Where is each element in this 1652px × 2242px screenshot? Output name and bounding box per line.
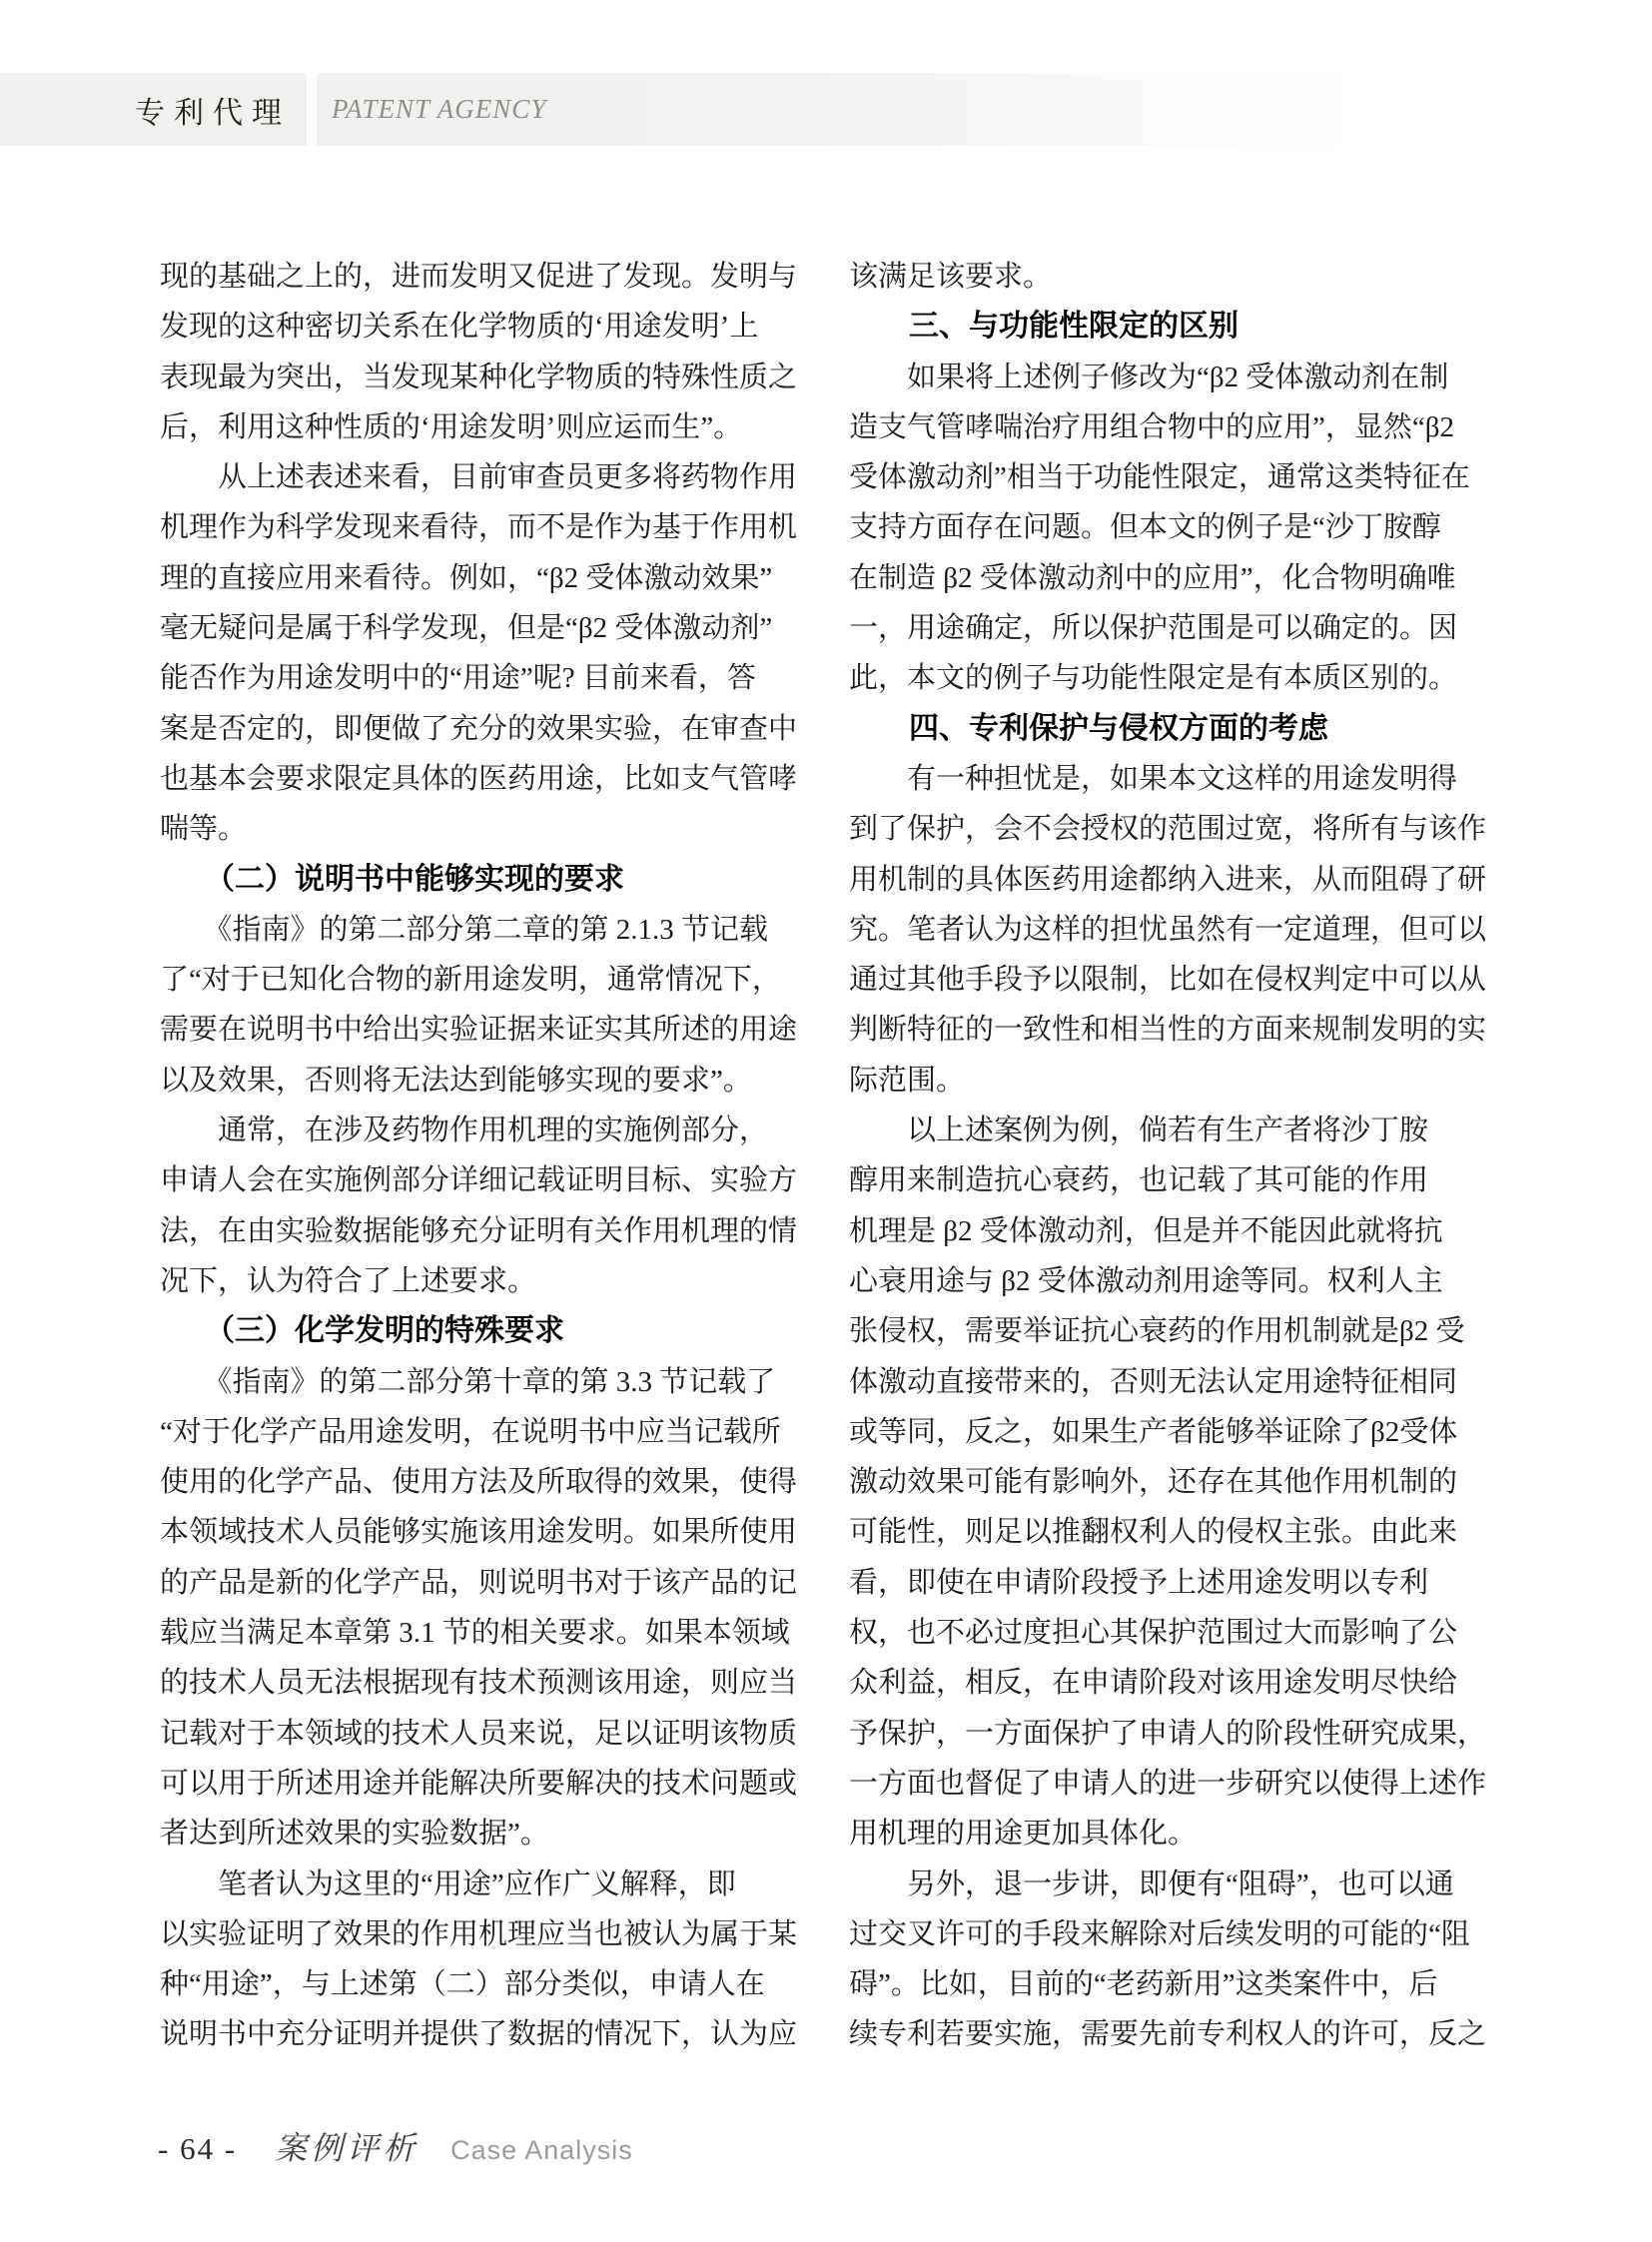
text-line: 通过其他手段予以限制，比如在侵权判定中可以从	[849, 964, 1487, 997]
text-line: 使用的化学产品、使用方法及所取得的效果，使得	[160, 1466, 798, 1499]
text-line: 发现的这种密切关系在化学物质的‘用途发明’上	[160, 311, 759, 344]
text-line: 造支气管哮喘治疗用组合物中的应用”，显然“β2	[849, 410, 1454, 443]
section-heading: （二）说明书中能够实现的要求	[160, 862, 624, 896]
text-line: 究。笔者认为这样的担忧虽然有一定道理，但可以	[849, 913, 1487, 946]
text-line: 判断特征的一致性和相当性的方面来规制发明的实	[849, 1014, 1487, 1047]
text-line: 用机理的用途更加具体化。	[849, 1818, 1198, 1851]
text-line: 际范围。	[849, 1064, 966, 1097]
text-line: 权，也不必过度担心其保护范围过大而影响了公	[849, 1617, 1458, 1650]
text-line: 说明书中充分证明并提供了数据的情况下，认为应	[160, 2018, 798, 2051]
text-line: 张侵权，需要举证抗心衰药的作用机制就是β2 受	[849, 1315, 1465, 1348]
text-line: 况下，认为符合了上述要求。	[160, 1264, 537, 1297]
section-heading: 四、专利保护与侵权方面的考虑	[849, 711, 1328, 745]
text-line: 记载对于本领域的技术人员来说，足以证明该物质	[160, 1717, 798, 1750]
text-line: 案是否定的，即便做了充分的效果实验，在审查中	[160, 712, 798, 745]
text-line: 理的直接应用来看待。例如，“β2 受体激动效果”	[160, 561, 773, 594]
text-line: “对于化学产品用途发明，在说明书中应当记载所	[160, 1415, 781, 1448]
footer	[158, 2123, 633, 2169]
text-line: 碍”。比如，目前的“老药新用”这类案件中，后	[849, 1968, 1438, 2001]
text-line: 从上述表述来看，目前审查员更多将药物作用	[160, 461, 798, 494]
text-line: 机理是 β2 受体激动剂，但是并不能因此就将抗	[849, 1214, 1443, 1247]
text-line: 申请人会在实施例部分详细记载证明目标、实验方	[160, 1164, 798, 1197]
text-line: 此，本文的例子与功能性限定是有本质区别的。	[849, 662, 1458, 695]
text-line: 能否作为用途发明中的“用途”呢? 目前来看，答	[160, 662, 756, 695]
text-line: 众利益，相反，在申请阶段对该用途发明尽快给	[849, 1667, 1458, 1700]
footer-section-title-cn: 案例评析	[275, 2130, 419, 2166]
text-line: 通常，在涉及药物作用机理的实施例部分，	[160, 1115, 769, 1147]
text-line: 或等同，反之，如果生产者能够举证除了β2受体	[849, 1415, 1458, 1448]
text-line: 在制造 β2 受体激动剂中的应用”，化合物明确唯	[849, 561, 1456, 594]
section-heading: 三、与功能性限定的区别	[849, 310, 1239, 344]
text-line: 看，即使在申请阶段授予上述用途发明以专利	[849, 1566, 1429, 1599]
page-number: - 64 -	[158, 2131, 238, 2166]
section-heading: （三）化学发明的特殊要求	[160, 1314, 564, 1348]
text-line: 续专利若要实施，需要先前专利权人的许可，反之	[849, 2018, 1487, 2051]
text-line: 了“对于已知化合物的新用途发明，通常情况下，	[160, 964, 781, 997]
text-line: 可能性，则足以推翻权利人的侵权主张。由此来	[849, 1516, 1458, 1549]
text-line: 需要在说明书中给出实验证据来证实其所述的用途	[160, 1014, 798, 1047]
text-line: 的产品是新的化学产品，则说明书对于该产品的记	[160, 1566, 798, 1599]
text-line: 种“用途”，与上述第（二）部分类似，申请人在	[160, 1968, 765, 2001]
text-line: 表现最为突出，当发现某种化学物质的特殊性质之	[160, 361, 798, 393]
text-line: 醇用来制造抗心衰药，也记载了其可能的作用	[849, 1164, 1429, 1197]
text-line: 毫无疑问是属于科学发现，但是“β2 受体激动剂”	[160, 612, 773, 645]
header-band-right	[317, 73, 1652, 146]
text-line: 过交叉许可的手段来解除对后续发明的可能的“阻	[849, 1917, 1470, 1950]
text-column-right	[849, 252, 1496, 2060]
text-line: 机理作为科学发现来看待，而不是作为基于作用机	[160, 511, 798, 544]
text-line: 有一种担忧是，如果本文这样的用途发明得	[849, 762, 1458, 795]
footer-section-title-en: Case Analysis	[450, 2135, 633, 2165]
text-line: 现的基础之上的，进而发明又促进了发现。发明与	[160, 261, 798, 293]
text-line: 以上述案例为例，倘若有生产者将沙丁胺	[849, 1115, 1429, 1147]
header-band-left	[0, 73, 307, 146]
text-line: 可以用于所述用途并能解决所要解决的技术问题或	[160, 1767, 798, 1800]
text-line: 以实验证明了效果的作用机理应当也被认为属于某	[160, 1917, 798, 1950]
text-line: 也基本会要求限定具体的医药用途，比如支气管哮	[160, 762, 798, 795]
text-line: 法，在由实验数据能够充分证明有关作用机理的情	[160, 1214, 798, 1247]
text-line: 后，利用这种性质的‘用途发明’则应运而生”。	[160, 410, 743, 443]
page-subtitle: PATENT AGENCY	[332, 94, 547, 124]
text-line: 者达到所述效果的实验数据”。	[160, 1818, 549, 1851]
text-line: 予保护，一方面保护了申请人的阶段性研究成果，	[849, 1717, 1487, 1750]
text-line: 《指南》的第二部分第二章的第 2.1.3 节记载	[160, 913, 769, 946]
text-column-left	[160, 252, 807, 2060]
text-line: 一，用途确定，所以保护范围是可以确定的。因	[849, 612, 1458, 645]
text-line: 本领域技术人员能够实施该用途发明。如果所使用	[160, 1516, 798, 1549]
page-title: 专利代理	[135, 96, 291, 130]
text-line: 的技术人员无法根据现有技术预测该用途，则应当	[160, 1667, 798, 1700]
text-line: 心衰用途与 β2 受体激动剂用途等同。权利人主	[849, 1264, 1443, 1297]
text-line: 一方面也督促了申请人的进一步研究以使得上述作	[849, 1767, 1487, 1800]
text-line: 该满足该要求。	[849, 261, 1053, 293]
text-line: 受体激动剂”相当于功能性限定，通常这类特征在	[849, 461, 1470, 494]
text-line: 喘等。	[160, 813, 248, 846]
text-line: 如果将上述例子修改为“β2 受体激动剂在制	[849, 361, 1449, 393]
text-line: 体激动直接带来的，否则无法认定用途特征相同	[849, 1365, 1458, 1398]
text-line: 到了保护，会不会授权的范围过宽，将所有与该作	[849, 813, 1487, 846]
text-line: 载应当满足本章第 3.1 节的相关要求。如果本领域	[160, 1617, 790, 1650]
text-line: 用机制的具体医药用途都纳入进来，从而阻碍了研	[849, 863, 1487, 896]
text-line: 以及效果，否则将无法达到能够实现的要求”。	[160, 1064, 752, 1097]
text-line: 支持方面存在问题。但本文的例子是“沙丁胺醇	[849, 511, 1441, 544]
text-line: 另外，退一步讲，即便有“阻碍”，也可以通	[849, 1868, 1454, 1900]
text-line: 《指南》的第二部分第十章的第 3.3 节记载了	[160, 1365, 776, 1398]
text-line: 激动效果可能有影响外，还存在其他作用机制的	[849, 1466, 1458, 1499]
text-line: 笔者认为这里的“用途”应作广义解释，即	[160, 1868, 736, 1900]
